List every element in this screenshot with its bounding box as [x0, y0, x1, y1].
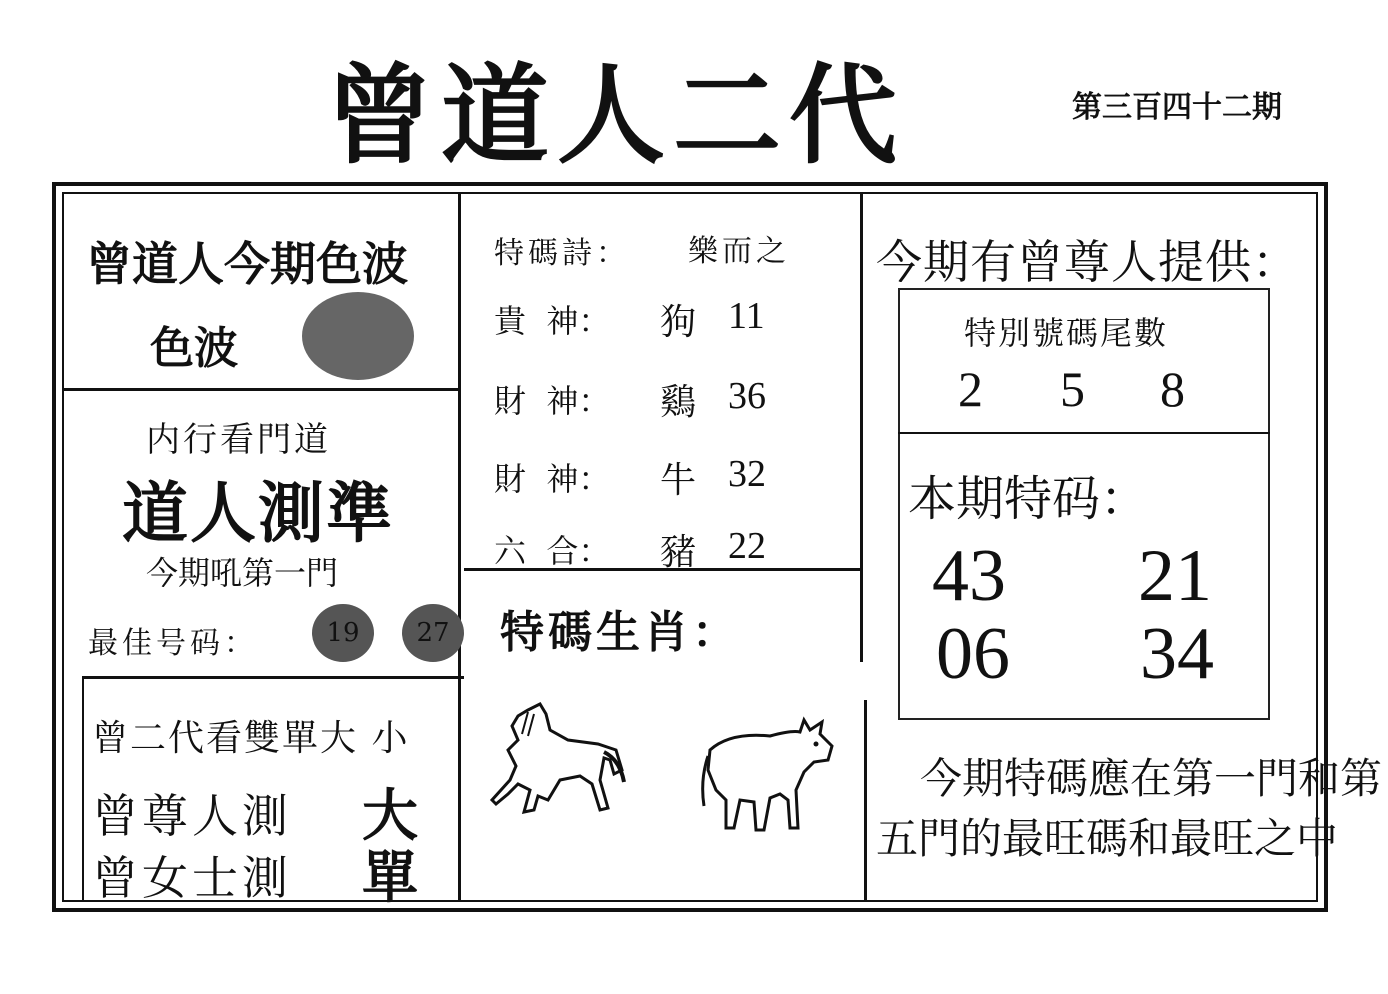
- color-wave-heading: 曾道人今期色波: [86, 237, 408, 291]
- poem-label: 特碼詩：: [494, 236, 630, 271]
- right-box-divider: [898, 432, 1270, 434]
- ox-icon: [700, 710, 840, 838]
- big-slogan: 道人測準: [122, 475, 394, 552]
- door-line: 今期吼第一門: [146, 554, 339, 592]
- tail-digits-label: 特別號碼尾數: [964, 314, 1169, 352]
- column-divider-left: [458, 192, 461, 902]
- god-row-4-animal: 豬: [660, 532, 697, 573]
- god-row-4-number: 22: [728, 525, 766, 567]
- god-row-4-label: 六 合：: [494, 532, 611, 570]
- best-numbers-label: 最佳号码：: [88, 626, 258, 661]
- special-number-1: 43: [932, 535, 1006, 617]
- prediction-who-1: 曾尊人測: [92, 789, 292, 843]
- odd-even-heading: 曾二代看雙單大 小: [92, 718, 410, 759]
- color-wave-label: 色波: [150, 323, 238, 374]
- special-number-3: 06: [936, 613, 1010, 695]
- god-row-3-animal: 牛: [660, 460, 697, 501]
- column-divider-right-bottom: [864, 700, 867, 902]
- left-divider-1: [62, 388, 460, 391]
- prediction-result-1: 大: [362, 784, 418, 849]
- best-number-ball-2: [402, 604, 464, 662]
- note-line-2: 五門的最旺碼和最旺之中: [876, 814, 1339, 863]
- god-row-1-number: 11: [728, 295, 765, 337]
- best-number-ball-1: [312, 604, 374, 662]
- note-line-1: 今期特碼應在第一門和第: [920, 754, 1383, 803]
- issue-number: 第三百四十二期: [1072, 90, 1282, 125]
- column-divider-right-top: [860, 192, 863, 662]
- tail-digit-2: 5: [1060, 361, 1085, 417]
- god-row-2-number: 36: [728, 375, 766, 417]
- special-number-label: 本期特码：: [908, 471, 1149, 527]
- horse-icon: [488, 700, 628, 820]
- god-row-2-label: 財 神：: [494, 382, 611, 420]
- special-number-4: 34: [1140, 613, 1214, 695]
- prediction-result-2: 單: [362, 846, 418, 911]
- left-divider-2: [82, 676, 464, 679]
- left-bottom-box-edge: [82, 676, 84, 902]
- god-row-3-label: 財 神：: [494, 460, 611, 498]
- special-number-2: 21: [1138, 535, 1212, 617]
- insider-line: 内行看門道: [146, 420, 331, 460]
- god-row-1-animal: 狗: [660, 302, 697, 343]
- page-title: 曾道人二代: [325, 53, 906, 179]
- prediction-who-2: 曾女士測: [92, 851, 292, 905]
- god-row-3-number: 32: [728, 453, 766, 495]
- god-row-2-animal: 鷄: [660, 382, 697, 423]
- god-row-1-label: 貴 神：: [494, 302, 611, 340]
- color-wave-ball: [302, 292, 414, 380]
- zodiac-label: 特碼生肖：: [500, 607, 740, 658]
- best-number-1: 19: [326, 618, 360, 648]
- best-number-2: 27: [416, 618, 450, 648]
- poem-value: 樂而之: [688, 234, 790, 269]
- tail-digit-1: 2: [958, 361, 983, 417]
- provider-line: 今期有曾尊人提供：: [876, 235, 1299, 289]
- tail-digit-3: 8: [1160, 361, 1185, 417]
